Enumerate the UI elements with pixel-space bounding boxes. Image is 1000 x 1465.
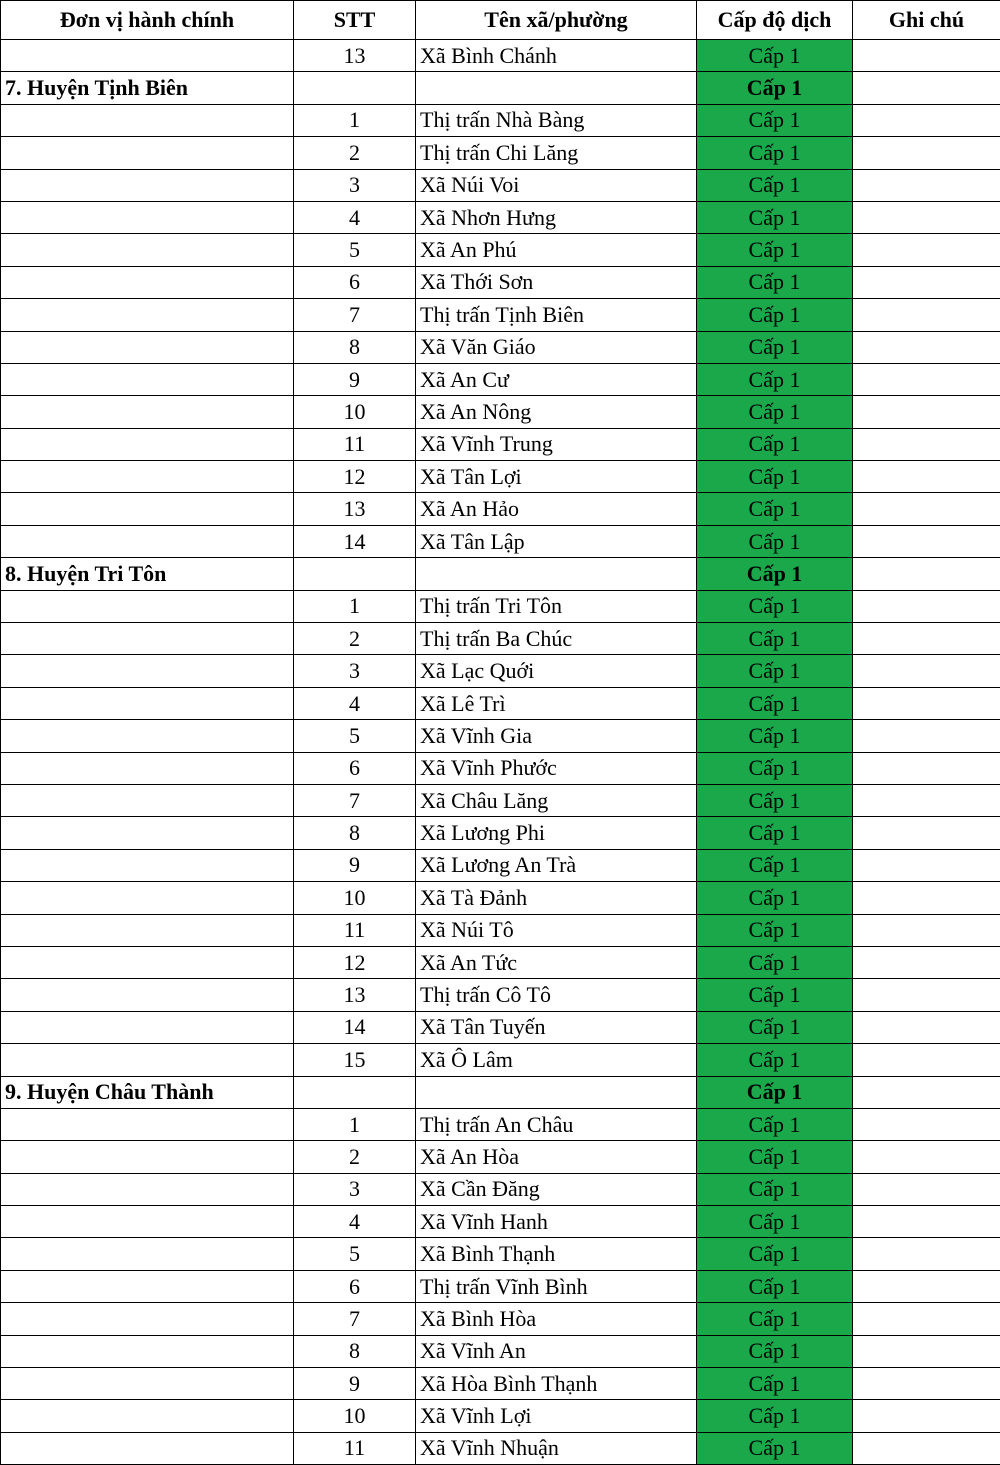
notes-cell xyxy=(853,234,1000,266)
commune-name: Xã Lạc Quới xyxy=(416,655,697,687)
epidemic-level-cell: Cấp 1 xyxy=(697,784,853,816)
epidemic-level-cell: Cấp 1 xyxy=(697,817,853,849)
district-row xyxy=(1,1076,1000,1108)
admin-unit-cell xyxy=(1,817,294,849)
commune-name: Xã Vĩnh Hanh xyxy=(416,1206,697,1238)
admin-unit-cell xyxy=(1,1206,294,1238)
commune-name: Xã Nhơn Hưng xyxy=(416,201,697,233)
epidemic-level-cell: Cấp 1 xyxy=(697,1076,853,1108)
table-row xyxy=(1,266,1000,298)
epidemic-level-cell: Cấp 1 xyxy=(697,461,853,493)
notes-cell xyxy=(853,1270,1000,1302)
commune-name: Xã Lương An Trà xyxy=(416,849,697,881)
district-name: 7. Huyện Tịnh Biên xyxy=(1,72,294,104)
stt-cell: 3 xyxy=(294,655,416,687)
stt-cell: 9 xyxy=(294,1368,416,1400)
admin-unit-cell xyxy=(1,914,294,946)
epidemic-level-cell: Cấp 1 xyxy=(697,1206,853,1238)
epidemic-level-cell: Cấp 1 xyxy=(697,1011,853,1043)
admin-unit-cell xyxy=(1,1141,294,1173)
notes-cell xyxy=(853,946,1000,978)
commune-name: Xã An Tức xyxy=(416,946,697,978)
header-epidemic-level: Cấp độ dịch xyxy=(697,1,853,40)
admin-unit-cell xyxy=(1,201,294,233)
stt-cell xyxy=(294,1076,416,1108)
commune-name xyxy=(416,1076,697,1108)
admin-unit-cell xyxy=(1,137,294,169)
epidemic-level-cell: Cấp 1 xyxy=(697,428,853,460)
admin-unit-cell xyxy=(1,946,294,978)
epidemic-level-cell: Cấp 1 xyxy=(697,396,853,428)
epidemic-level-cell: Cấp 1 xyxy=(697,946,853,978)
stt-cell: 10 xyxy=(294,396,416,428)
table-row xyxy=(1,1044,1000,1076)
commune-name: Xã Vĩnh Gia xyxy=(416,720,697,752)
admin-unit-cell xyxy=(1,169,294,201)
notes-cell xyxy=(853,299,1000,331)
notes-cell xyxy=(853,396,1000,428)
admin-unit-cell xyxy=(1,1044,294,1076)
epidemic-level-cell: Cấp 1 xyxy=(697,1141,853,1173)
table-row xyxy=(1,331,1000,363)
admin-unit-cell xyxy=(1,1303,294,1335)
stt-cell: 4 xyxy=(294,687,416,719)
stt-cell: 8 xyxy=(294,817,416,849)
stt-cell: 13 xyxy=(294,979,416,1011)
stt-cell: 7 xyxy=(294,299,416,331)
commune-name: Xã Vĩnh Nhuận xyxy=(416,1432,697,1464)
notes-cell xyxy=(853,1368,1000,1400)
stt-cell: 4 xyxy=(294,1206,416,1238)
commune-name: Xã Bình Thạnh xyxy=(416,1238,697,1270)
commune-name: Xã Tân Tuyến xyxy=(416,1011,697,1043)
notes-cell xyxy=(853,623,1000,655)
table-row xyxy=(1,428,1000,460)
commune-name: Xã An Cư xyxy=(416,363,697,395)
epidemic-level-cell: Cấp 1 xyxy=(697,331,853,363)
admin-unit-cell xyxy=(1,720,294,752)
table-row xyxy=(1,1335,1000,1367)
commune-name: Thị trấn Vĩnh Bình xyxy=(416,1270,697,1302)
district-name: 9. Huyện Châu Thành xyxy=(1,1076,294,1108)
table-row xyxy=(1,946,1000,978)
stt-cell: 1 xyxy=(294,104,416,136)
notes-cell xyxy=(853,1238,1000,1270)
notes-cell xyxy=(853,1303,1000,1335)
admin-unit-cell xyxy=(1,784,294,816)
epidemic-level-cell: Cấp 1 xyxy=(697,849,853,881)
commune-name: Xã Cần Đăng xyxy=(416,1173,697,1205)
admin-unit-cell xyxy=(1,461,294,493)
table-row xyxy=(1,104,1000,136)
epidemic-level-cell: Cấp 1 xyxy=(697,266,853,298)
admin-unit-cell xyxy=(1,655,294,687)
commune-name: Thị trấn Ba Chúc xyxy=(416,623,697,655)
admin-unit-cell xyxy=(1,428,294,460)
table-row xyxy=(1,201,1000,233)
admin-unit-cell xyxy=(1,266,294,298)
table-row xyxy=(1,169,1000,201)
commune-name: Xã An Nông xyxy=(416,396,697,428)
commune-name: Thị trấn Tịnh Biên xyxy=(416,299,697,331)
stt-cell xyxy=(294,558,416,590)
table-row xyxy=(1,914,1000,946)
notes-cell xyxy=(853,461,1000,493)
stt-cell: 9 xyxy=(294,849,416,881)
table-row xyxy=(1,849,1000,881)
table-row xyxy=(1,1432,1000,1464)
notes-cell xyxy=(853,1432,1000,1464)
stt-cell: 5 xyxy=(294,720,416,752)
epidemic-level-cell: Cấp 1 xyxy=(697,1270,853,1302)
admin-unit-cell xyxy=(1,1432,294,1464)
notes-cell xyxy=(853,266,1000,298)
notes-cell xyxy=(853,687,1000,719)
admin-unit-cell xyxy=(1,40,294,72)
admin-unit-cell xyxy=(1,752,294,784)
table-row xyxy=(1,882,1000,914)
stt-cell: 10 xyxy=(294,882,416,914)
notes-cell xyxy=(853,1044,1000,1076)
admin-unit-cell xyxy=(1,1270,294,1302)
notes-cell xyxy=(853,558,1000,590)
admin-unit-cell xyxy=(1,1368,294,1400)
notes-cell xyxy=(853,720,1000,752)
commune-name: Xã Núi Voi xyxy=(416,169,697,201)
notes-cell xyxy=(853,1400,1000,1432)
header-row xyxy=(1,1,1000,40)
admin-unit-cell xyxy=(1,1011,294,1043)
table-row xyxy=(1,1141,1000,1173)
epidemic-level-cell: Cấp 1 xyxy=(697,720,853,752)
commune-name: Thị trấn Chi Lăng xyxy=(416,137,697,169)
stt-cell: 8 xyxy=(294,331,416,363)
table-row xyxy=(1,363,1000,395)
stt-cell: 9 xyxy=(294,363,416,395)
commune-name: Xã Tà Đảnh xyxy=(416,882,697,914)
table-row xyxy=(1,234,1000,266)
admin-unit-cell xyxy=(1,1108,294,1140)
commune-name: Thị trấn An Châu xyxy=(416,1108,697,1140)
district-row xyxy=(1,558,1000,590)
admin-unit-cell xyxy=(1,493,294,525)
commune-name: Xã Châu Lăng xyxy=(416,784,697,816)
stt-cell: 3 xyxy=(294,1173,416,1205)
stt-cell: 2 xyxy=(294,137,416,169)
commune-name: Xã An Hòa xyxy=(416,1141,697,1173)
commune-name: Xã Hòa Bình Thạnh xyxy=(416,1368,697,1400)
notes-cell xyxy=(853,493,1000,525)
epidemic-level-cell: Cấp 1 xyxy=(697,1400,853,1432)
epidemic-level-cell: Cấp 1 xyxy=(697,1044,853,1076)
admin-unit-cell xyxy=(1,1400,294,1432)
admin-unit-cell xyxy=(1,623,294,655)
stt-cell: 7 xyxy=(294,784,416,816)
commune-name: Xã Thới Sơn xyxy=(416,266,697,298)
notes-cell xyxy=(853,655,1000,687)
notes-cell xyxy=(853,104,1000,136)
stt-cell: 11 xyxy=(294,914,416,946)
commune-name: Xã Núi Tô xyxy=(416,914,697,946)
commune-name: Xã An Phú xyxy=(416,234,697,266)
admin-unit-cell xyxy=(1,979,294,1011)
epidemic-level-cell: Cấp 1 xyxy=(697,72,853,104)
notes-cell xyxy=(853,363,1000,395)
epidemic-level-cell: Cấp 1 xyxy=(697,299,853,331)
epidemic-level-cell: Cấp 1 xyxy=(697,1238,853,1270)
table-row xyxy=(1,1108,1000,1140)
header-commune-name: Tên xã/phường xyxy=(416,1,697,40)
table-row xyxy=(1,1270,1000,1302)
table-row xyxy=(1,1238,1000,1270)
table-row xyxy=(1,1173,1000,1205)
notes-cell xyxy=(853,40,1000,72)
epidemic-level-cell: Cấp 1 xyxy=(697,493,853,525)
commune-name xyxy=(416,72,697,104)
stt-cell: 6 xyxy=(294,1270,416,1302)
stt-cell: 6 xyxy=(294,752,416,784)
notes-cell xyxy=(853,784,1000,816)
epidemic-level-cell: Cấp 1 xyxy=(697,525,853,557)
notes-cell xyxy=(853,914,1000,946)
table-row xyxy=(1,1206,1000,1238)
stt-cell: 12 xyxy=(294,946,416,978)
notes-cell xyxy=(853,1173,1000,1205)
table-row xyxy=(1,1368,1000,1400)
stt-cell xyxy=(294,72,416,104)
stt-cell: 11 xyxy=(294,1432,416,1464)
admin-unit-cell xyxy=(1,363,294,395)
epidemic-level-cell: Cấp 1 xyxy=(697,40,853,72)
commune-name: Xã An Hảo xyxy=(416,493,697,525)
notes-cell xyxy=(853,201,1000,233)
epidemic-level-cell: Cấp 1 xyxy=(697,1108,853,1140)
epidemic-level-cell: Cấp 1 xyxy=(697,655,853,687)
epidemic-level-cell: Cấp 1 xyxy=(697,201,853,233)
stt-cell: 10 xyxy=(294,1400,416,1432)
header-stt: STT xyxy=(294,1,416,40)
admin-unit-cell xyxy=(1,331,294,363)
table-row xyxy=(1,1303,1000,1335)
stt-cell: 7 xyxy=(294,1303,416,1335)
notes-cell xyxy=(853,331,1000,363)
stt-cell: 14 xyxy=(294,1011,416,1043)
admin-unit-cell xyxy=(1,1238,294,1270)
admin-unit-cell xyxy=(1,1335,294,1367)
district-name: 8. Huyện Tri Tôn xyxy=(1,558,294,590)
table-row xyxy=(1,40,1000,72)
table-row xyxy=(1,590,1000,622)
commune-name: Thị trấn Cô Tô xyxy=(416,979,697,1011)
header-admin-unit: Đơn vị hành chính xyxy=(1,1,294,40)
notes-cell xyxy=(853,525,1000,557)
table-row xyxy=(1,525,1000,557)
admin-unit-cell xyxy=(1,1173,294,1205)
stt-cell: 2 xyxy=(294,1141,416,1173)
epidemic-level-cell: Cấp 1 xyxy=(697,104,853,136)
commune-name: Xã Bình Hòa xyxy=(416,1303,697,1335)
stt-cell: 5 xyxy=(294,1238,416,1270)
admin-unit-cell xyxy=(1,687,294,719)
notes-cell xyxy=(853,1011,1000,1043)
commune-name: Xã Vĩnh Phước xyxy=(416,752,697,784)
admin-unit-cell xyxy=(1,234,294,266)
epidemic-level-cell: Cấp 1 xyxy=(697,1173,853,1205)
table-row xyxy=(1,299,1000,331)
stt-cell: 3 xyxy=(294,169,416,201)
commune-name xyxy=(416,558,697,590)
table-row xyxy=(1,1400,1000,1432)
commune-name: Xã Lê Trì xyxy=(416,687,697,719)
stt-cell: 8 xyxy=(294,1335,416,1367)
stt-cell: 12 xyxy=(294,461,416,493)
epidemic-level-cell: Cấp 1 xyxy=(697,1335,853,1367)
admin-unit-cell xyxy=(1,590,294,622)
admin-unit-cell xyxy=(1,882,294,914)
notes-cell xyxy=(853,752,1000,784)
notes-cell xyxy=(853,817,1000,849)
epidemic-level-cell: Cấp 1 xyxy=(697,169,853,201)
epidemic-level-cell: Cấp 1 xyxy=(697,752,853,784)
epidemic-level-cell: Cấp 1 xyxy=(697,1432,853,1464)
epidemic-level-cell: Cấp 1 xyxy=(697,1368,853,1400)
commune-name: Xã Lương Phi xyxy=(416,817,697,849)
stt-cell: 6 xyxy=(294,266,416,298)
admin-unit-cell xyxy=(1,104,294,136)
notes-cell xyxy=(853,72,1000,104)
commune-name: Xã Vĩnh An xyxy=(416,1335,697,1367)
table-row xyxy=(1,461,1000,493)
commune-name: Xã Ô Lâm xyxy=(416,1044,697,1076)
epidemic-level-cell: Cấp 1 xyxy=(697,623,853,655)
table-row xyxy=(1,784,1000,816)
stt-cell: 4 xyxy=(294,201,416,233)
stt-cell: 2 xyxy=(294,623,416,655)
commune-name: Xã Bình Chánh xyxy=(416,40,697,72)
table-row xyxy=(1,1011,1000,1043)
epidemic-level-cell: Cấp 1 xyxy=(697,234,853,266)
table-row xyxy=(1,137,1000,169)
table-row xyxy=(1,687,1000,719)
epidemic-level-cell: Cấp 1 xyxy=(697,558,853,590)
epidemic-level-cell: Cấp 1 xyxy=(697,137,853,169)
stt-cell: 11 xyxy=(294,428,416,460)
admin-unit-cell xyxy=(1,396,294,428)
stt-cell: 14 xyxy=(294,525,416,557)
epidemic-level-cell: Cấp 1 xyxy=(697,882,853,914)
table-row xyxy=(1,979,1000,1011)
stt-cell: 5 xyxy=(294,234,416,266)
notes-cell xyxy=(853,1335,1000,1367)
epidemic-level-cell: Cấp 1 xyxy=(697,979,853,1011)
commune-name: Xã Tân Lợi xyxy=(416,461,697,493)
commune-name: Xã Vĩnh Lợi xyxy=(416,1400,697,1432)
table-body xyxy=(1,40,1000,1465)
epidemic-level-cell: Cấp 1 xyxy=(697,914,853,946)
table-row xyxy=(1,752,1000,784)
table-row xyxy=(1,623,1000,655)
commune-name: Thị trấn Nhà Bàng xyxy=(416,104,697,136)
admin-unit-cell xyxy=(1,299,294,331)
table-row xyxy=(1,720,1000,752)
notes-cell xyxy=(853,882,1000,914)
epidemic-level-cell: Cấp 1 xyxy=(697,1303,853,1335)
epidemic-level-cell: Cấp 1 xyxy=(697,590,853,622)
notes-cell xyxy=(853,169,1000,201)
notes-cell xyxy=(853,1141,1000,1173)
commune-name: Xã Văn Giáo xyxy=(416,331,697,363)
epidemic-level-cell: Cấp 1 xyxy=(697,687,853,719)
stt-cell: 1 xyxy=(294,590,416,622)
commune-name: Thị trấn Tri Tôn xyxy=(416,590,697,622)
notes-cell xyxy=(853,137,1000,169)
district-row xyxy=(1,72,1000,104)
table-row xyxy=(1,396,1000,428)
notes-cell xyxy=(853,1076,1000,1108)
notes-cell xyxy=(853,1108,1000,1140)
table-row xyxy=(1,493,1000,525)
epidemic-level-cell: Cấp 1 xyxy=(697,363,853,395)
table-row xyxy=(1,655,1000,687)
notes-cell xyxy=(853,849,1000,881)
admin-unit-cell xyxy=(1,525,294,557)
commune-name: Xã Vĩnh Trung xyxy=(416,428,697,460)
commune-name: Xã Tân Lập xyxy=(416,525,697,557)
stt-cell: 1 xyxy=(294,1108,416,1140)
stt-cell: 15 xyxy=(294,1044,416,1076)
admin-unit-cell xyxy=(1,849,294,881)
notes-cell xyxy=(853,979,1000,1011)
notes-cell xyxy=(853,428,1000,460)
header-notes: Ghi chú xyxy=(853,1,1000,40)
notes-cell xyxy=(853,590,1000,622)
stt-cell: 13 xyxy=(294,40,416,72)
stt-cell: 13 xyxy=(294,493,416,525)
table-row xyxy=(1,817,1000,849)
notes-cell xyxy=(853,1206,1000,1238)
